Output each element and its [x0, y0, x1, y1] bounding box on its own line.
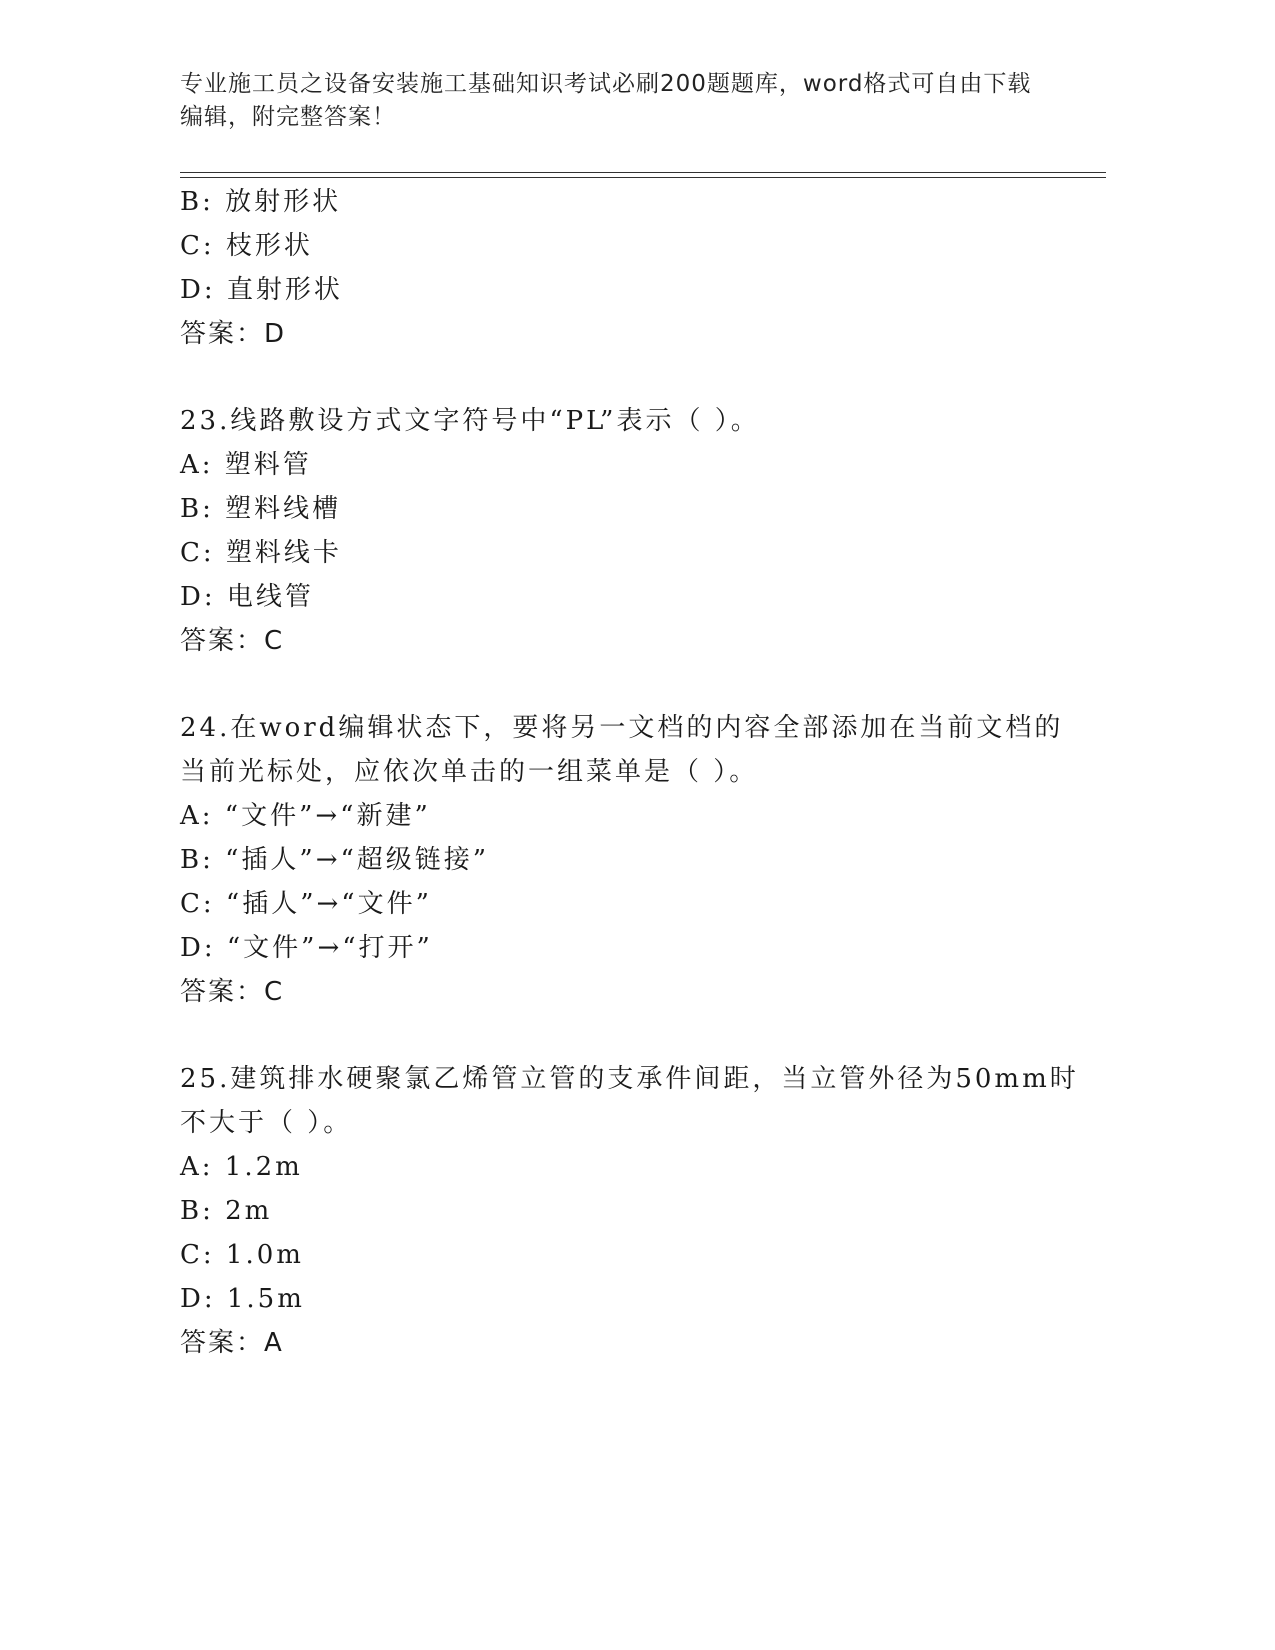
header-divider-top	[180, 172, 1106, 173]
option-b: B: 放射形状	[180, 187, 342, 217]
option-c: C: 1.0m	[180, 1240, 304, 1270]
header-line-2: 编辑，附完整答案！	[180, 104, 396, 130]
question-25	[180, 1057, 1079, 1365]
answer-line: 答案：C	[180, 626, 285, 656]
question-text: 25.建筑排水硬聚氯乙烯管立管的支承件间距，当立管外径为50mm时	[180, 1064, 1079, 1094]
question-text: 24.在word编辑状态下，要将另一文档的内容全部添加在当前文档的	[180, 713, 1064, 743]
header-divider-bottom	[180, 177, 1106, 178]
option-d: D: “文件”→“打开”	[180, 933, 433, 963]
question-text-continued: 不大于（ ）。	[180, 1108, 353, 1138]
answer-line: 答案：C	[180, 977, 285, 1007]
question-text-continued: 当前光标处，应依次单击的一组菜单是（ ）。	[180, 757, 759, 787]
option-c: C: “插人”→“文件”	[180, 889, 432, 919]
question-22-tail	[180, 180, 1040, 356]
option-a: A: 塑料管	[180, 450, 312, 480]
option-d: D: 电线管	[180, 582, 314, 612]
option-a: A: “文件”→“新建”	[180, 801, 431, 831]
document-header	[180, 68, 1040, 134]
answer-line: 答案：D	[180, 319, 287, 349]
option-b: B: “插人”→“超级链接”	[180, 845, 490, 875]
option-b: B: 塑料线槽	[180, 494, 342, 524]
question-text: 23.线路敷设方式文字符号中“PL”表示（ ）。	[180, 406, 760, 436]
option-a: A: 1.2m	[180, 1152, 303, 1182]
question-content	[180, 180, 1079, 1365]
option-d: D: 1.5m	[180, 1284, 305, 1314]
header-line-1: 专业施工员之设备安装施工基础知识考试必刷200题题库，word格式可自由下载	[180, 71, 1032, 97]
question-23	[180, 399, 1040, 663]
option-c: C: 塑料线卡	[180, 538, 342, 568]
answer-line: 答案：A	[180, 1328, 284, 1358]
option-d: D: 直射形状	[180, 275, 343, 305]
option-b: B: 2m	[180, 1196, 273, 1226]
question-24	[180, 706, 1064, 1014]
option-c: C: 枝形状	[180, 231, 313, 261]
